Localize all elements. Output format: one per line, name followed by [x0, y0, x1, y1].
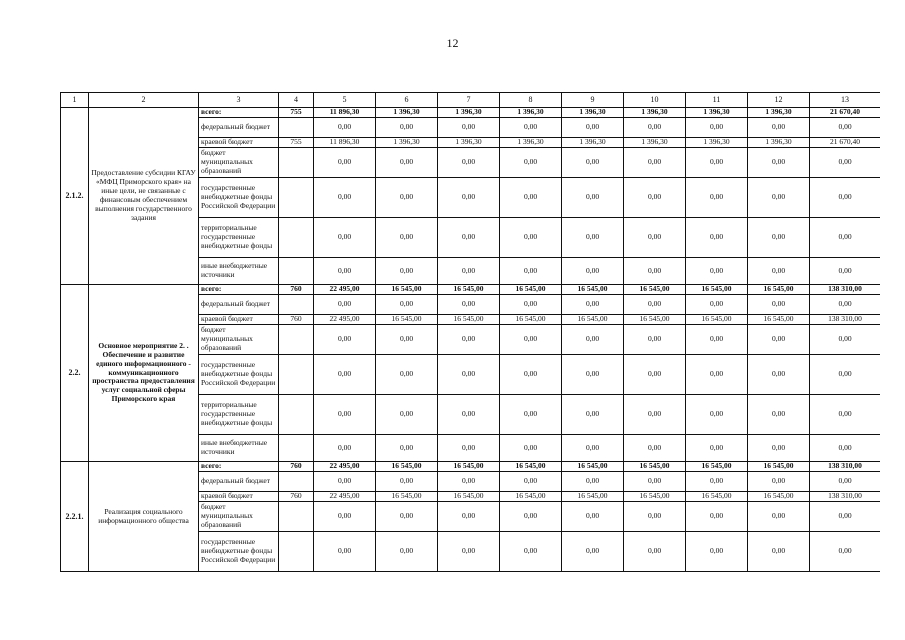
funding-source-label: краевой бюджет [199, 138, 279, 148]
amount-cell: 0,00 [438, 148, 500, 178]
amount-cell: 0,00 [500, 258, 562, 285]
amount-cell: 22 495,00 [314, 462, 376, 472]
amount-cell: 0,00 [562, 532, 624, 572]
amount-cell: 16 545,00 [686, 285, 748, 295]
amount-cell: 0,00 [376, 532, 438, 572]
amount-cell: 0,00 [624, 325, 686, 355]
amount-cell: 22 495,00 [314, 315, 376, 325]
budget-code-cell [279, 148, 314, 178]
amount-cell: 0,00 [376, 355, 438, 395]
amount-cell: 0,00 [810, 472, 881, 492]
amount-cell: 0,00 [500, 295, 562, 315]
amount-cell: 16 545,00 [748, 492, 810, 502]
amount-cell: 0,00 [438, 435, 500, 462]
amount-cell: 0,00 [748, 532, 810, 572]
amount-cell: 0,00 [624, 148, 686, 178]
funding-source-label: государственные внебюджетные фонды Российской Федерации [199, 178, 279, 218]
amount-cell: 138 310,00 [810, 285, 881, 295]
amount-cell: 0,00 [438, 472, 500, 492]
amount-cell: 0,00 [500, 178, 562, 218]
amount-cell: 16 545,00 [562, 492, 624, 502]
amount-cell: 0,00 [438, 295, 500, 315]
budget-table [60, 92, 880, 572]
amount-cell: 1 396,30 [376, 138, 438, 148]
funding-source-label: иные внебюджетные источники [199, 258, 279, 285]
amount-cell: 0,00 [624, 395, 686, 435]
amount-cell: 16 545,00 [438, 462, 500, 472]
amount-cell: 11 896,30 [314, 138, 376, 148]
amount-cell: 0,00 [686, 258, 748, 285]
funding-source-label: государственные внебюджетные фонды Российской Федерации [199, 355, 279, 395]
amount-cell: 0,00 [686, 532, 748, 572]
funding-source-label: всего: [199, 108, 279, 118]
amount-cell: 0,00 [562, 435, 624, 462]
budget-code-cell [279, 325, 314, 355]
header-cell: 13 [810, 93, 881, 108]
amount-cell: 0,00 [624, 355, 686, 395]
amount-cell: 0,00 [562, 295, 624, 315]
amount-cell: 0,00 [314, 532, 376, 572]
amount-cell: 0,00 [500, 325, 562, 355]
amount-cell: 0,00 [686, 148, 748, 178]
budget-code-cell [279, 502, 314, 532]
section-code: 2.2.1. [61, 462, 89, 572]
funding-source-label: федеральный бюджет [199, 472, 279, 492]
amount-cell: 21 670,40 [810, 138, 881, 148]
section-code: 2.1.2. [61, 108, 89, 285]
amount-cell: 16 545,00 [686, 492, 748, 502]
budget-table-container [60, 92, 880, 640]
budget-code-cell [279, 395, 314, 435]
amount-cell: 0,00 [562, 502, 624, 532]
amount-cell: 1 396,30 [562, 138, 624, 148]
amount-cell: 0,00 [314, 118, 376, 138]
amount-cell: 16 545,00 [686, 315, 748, 325]
amount-cell: 0,00 [748, 325, 810, 355]
amount-cell: 0,00 [376, 435, 438, 462]
amount-cell: 0,00 [686, 118, 748, 138]
funding-source-label: бюджет муниципальных образований [199, 148, 279, 178]
budget-code-cell: 755 [279, 138, 314, 148]
amount-cell: 0,00 [438, 258, 500, 285]
budget-code-cell: 760 [279, 462, 314, 472]
amount-cell: 0,00 [314, 325, 376, 355]
amount-cell: 16 545,00 [500, 315, 562, 325]
amount-cell: 0,00 [314, 355, 376, 395]
amount-cell: 0,00 [686, 355, 748, 395]
amount-cell: 0,00 [748, 258, 810, 285]
header-row [61, 93, 881, 108]
amount-cell: 0,00 [624, 472, 686, 492]
amount-cell: 0,00 [314, 472, 376, 492]
budget-code-cell [279, 532, 314, 572]
amount-cell: 0,00 [562, 118, 624, 138]
amount-cell: 16 545,00 [748, 315, 810, 325]
amount-cell: 0,00 [686, 472, 748, 492]
funding-source-label: иные внебюджетные источники [199, 435, 279, 462]
amount-cell: 16 545,00 [438, 285, 500, 295]
header-cell: 10 [624, 93, 686, 108]
funding-source-label: краевой бюджет [199, 492, 279, 502]
page-number: 12 [446, 36, 459, 50]
amount-cell: 0,00 [810, 355, 881, 395]
amount-cell: 0,00 [748, 502, 810, 532]
funding-source-label: всего: [199, 462, 279, 472]
amount-cell: 0,00 [748, 355, 810, 395]
amount-cell: 0,00 [810, 218, 881, 258]
amount-cell: 0,00 [314, 148, 376, 178]
amount-cell: 16 545,00 [562, 462, 624, 472]
amount-cell: 1 396,30 [562, 108, 624, 118]
funding-source-label: бюджет муниципальных образований [199, 325, 279, 355]
amount-cell: 0,00 [500, 218, 562, 258]
header-cell: 3 [199, 93, 279, 108]
amount-cell: 1 396,30 [376, 108, 438, 118]
budget-code-cell [279, 218, 314, 258]
amount-cell: 0,00 [810, 178, 881, 218]
funding-source-label: территориальные государственные внебюджетные фонды [199, 395, 279, 435]
amount-cell: 0,00 [686, 218, 748, 258]
amount-cell: 0,00 [438, 502, 500, 532]
header-cell: 12 [748, 93, 810, 108]
amount-cell: 16 545,00 [624, 492, 686, 502]
amount-cell: 16 545,00 [438, 315, 500, 325]
amount-cell: 11 896,30 [314, 108, 376, 118]
header-cell: 8 [500, 93, 562, 108]
section-title: Основное мероприятие 2. . Обеспечение и развитие единого информационного - коммуникационного пространства предоставления услуг социальной сферы Приморского края [89, 285, 199, 462]
amount-cell: 1 396,30 [748, 138, 810, 148]
funding-source-label: федеральный бюджет [199, 295, 279, 315]
amount-cell: 0,00 [438, 355, 500, 395]
amount-cell: 0,00 [500, 435, 562, 462]
funding-source-label: государственные внебюджетные фонды Российской Федерации [199, 532, 279, 572]
amount-cell: 0,00 [500, 532, 562, 572]
amount-cell: 0,00 [686, 178, 748, 218]
amount-cell: 16 545,00 [376, 285, 438, 295]
amount-cell: 0,00 [624, 118, 686, 138]
amount-cell: 0,00 [376, 178, 438, 218]
amount-cell: 138 310,00 [810, 315, 881, 325]
funding-source-label: федеральный бюджет [199, 118, 279, 138]
amount-cell: 0,00 [500, 472, 562, 492]
amount-cell: 0,00 [686, 325, 748, 355]
amount-cell: 0,00 [562, 355, 624, 395]
amount-cell: 0,00 [624, 295, 686, 315]
amount-cell: 16 545,00 [624, 285, 686, 295]
amount-cell: 16 545,00 [500, 492, 562, 502]
amount-cell: 0,00 [562, 178, 624, 218]
budget-code-cell [279, 355, 314, 395]
amount-cell: 0,00 [810, 435, 881, 462]
budget-code-cell [279, 178, 314, 218]
amount-cell: 0,00 [376, 472, 438, 492]
budget-code-cell: 755 [279, 108, 314, 118]
funding-source-label: всего: [199, 285, 279, 295]
section-title: Предоставление субсидии КГАУ «МФЦ Приморского края» на иные цели, не связанные с финансовым обеспечением выполнения государственного задания [89, 108, 199, 285]
budget-code-cell: 760 [279, 315, 314, 325]
budget-code-cell [279, 435, 314, 462]
header-cell: 11 [686, 93, 748, 108]
amount-cell: 0,00 [376, 502, 438, 532]
amount-cell: 0,00 [748, 472, 810, 492]
amount-cell: 0,00 [314, 178, 376, 218]
amount-cell: 0,00 [376, 295, 438, 315]
budget-code-cell [279, 118, 314, 138]
amount-cell: 0,00 [748, 178, 810, 218]
table-row [61, 285, 881, 295]
amount-cell: 0,00 [314, 435, 376, 462]
budget-code-cell [279, 295, 314, 315]
amount-cell: 16 545,00 [686, 462, 748, 472]
amount-cell: 16 545,00 [748, 285, 810, 295]
funding-source-label: краевой бюджет [199, 315, 279, 325]
amount-cell: 16 545,00 [562, 285, 624, 295]
amount-cell: 0,00 [748, 295, 810, 315]
amount-cell: 0,00 [562, 472, 624, 492]
amount-cell: 0,00 [562, 148, 624, 178]
budget-code-cell: 760 [279, 492, 314, 502]
amount-cell: 0,00 [500, 355, 562, 395]
amount-cell: 0,00 [624, 435, 686, 462]
amount-cell: 16 545,00 [748, 462, 810, 472]
amount-cell: 0,00 [686, 502, 748, 532]
section-title: Реализация социального информационного общества [89, 462, 199, 572]
amount-cell: 1 396,30 [500, 108, 562, 118]
amount-cell: 1 396,30 [748, 108, 810, 118]
amount-cell: 0,00 [376, 148, 438, 178]
amount-cell: 1 396,30 [438, 108, 500, 118]
amount-cell: 0,00 [810, 395, 881, 435]
amount-cell: 0,00 [376, 218, 438, 258]
amount-cell: 16 545,00 [500, 462, 562, 472]
amount-cell: 0,00 [314, 218, 376, 258]
amount-cell: 0,00 [748, 435, 810, 462]
header-cell: 7 [438, 93, 500, 108]
header-cell: 6 [376, 93, 438, 108]
funding-source-label: бюджет муниципальных образований [199, 502, 279, 532]
amount-cell: 0,00 [376, 395, 438, 435]
budget-code-cell [279, 472, 314, 492]
amount-cell: 138 310,00 [810, 492, 881, 502]
amount-cell: 0,00 [438, 218, 500, 258]
amount-cell: 1 396,30 [624, 108, 686, 118]
amount-cell: 0,00 [810, 258, 881, 285]
amount-cell: 0,00 [624, 258, 686, 285]
table-row [61, 108, 881, 118]
amount-cell: 0,00 [376, 118, 438, 138]
amount-cell: 0,00 [686, 395, 748, 435]
amount-cell: 0,00 [314, 295, 376, 315]
amount-cell: 0,00 [500, 148, 562, 178]
amount-cell: 0,00 [500, 118, 562, 138]
budget-code-cell: 760 [279, 285, 314, 295]
amount-cell: 0,00 [500, 395, 562, 435]
amount-cell: 138 310,00 [810, 462, 881, 472]
amount-cell: 16 545,00 [500, 285, 562, 295]
amount-cell: 0,00 [314, 502, 376, 532]
section-code: 2.2. [61, 285, 89, 462]
amount-cell: 0,00 [748, 118, 810, 138]
amount-cell: 0,00 [748, 148, 810, 178]
header-cell: 1 [61, 93, 89, 108]
amount-cell: 0,00 [810, 148, 881, 178]
amount-cell: 16 545,00 [624, 315, 686, 325]
amount-cell: 0,00 [562, 325, 624, 355]
amount-cell: 0,00 [748, 218, 810, 258]
amount-cell: 0,00 [562, 218, 624, 258]
amount-cell: 0,00 [438, 178, 500, 218]
amount-cell: 1 396,30 [624, 138, 686, 148]
budget-code-cell [279, 258, 314, 285]
amount-cell: 0,00 [810, 502, 881, 532]
amount-cell: 0,00 [624, 178, 686, 218]
amount-cell: 0,00 [314, 258, 376, 285]
amount-cell: 1 396,30 [500, 138, 562, 148]
amount-cell: 16 545,00 [562, 315, 624, 325]
amount-cell: 0,00 [376, 325, 438, 355]
amount-cell: 0,00 [810, 532, 881, 572]
amount-cell: 0,00 [438, 325, 500, 355]
funding-source-label: территориальные государственные внебюджетные фонды [199, 218, 279, 258]
amount-cell: 0,00 [686, 295, 748, 315]
amount-cell: 16 545,00 [376, 315, 438, 325]
amount-cell: 0,00 [624, 502, 686, 532]
amount-cell: 22 495,00 [314, 285, 376, 295]
amount-cell: 0,00 [810, 118, 881, 138]
amount-cell: 21 670,40 [810, 108, 881, 118]
header-cell: 4 [279, 93, 314, 108]
amount-cell: 1 396,30 [686, 138, 748, 148]
amount-cell: 0,00 [562, 395, 624, 435]
amount-cell: 0,00 [438, 395, 500, 435]
amount-cell: 0,00 [438, 532, 500, 572]
amount-cell: 22 495,00 [314, 492, 376, 502]
amount-cell: 0,00 [624, 532, 686, 572]
amount-cell: 0,00 [810, 325, 881, 355]
header-cell: 2 [89, 93, 199, 108]
amount-cell: 16 545,00 [376, 492, 438, 502]
amount-cell: 0,00 [810, 295, 881, 315]
header-cell: 5 [314, 93, 376, 108]
amount-cell: 0,00 [500, 502, 562, 532]
amount-cell: 16 545,00 [376, 462, 438, 472]
amount-cell: 16 545,00 [624, 462, 686, 472]
table-row [61, 462, 881, 472]
amount-cell: 1 396,30 [686, 108, 748, 118]
amount-cell: 0,00 [438, 118, 500, 138]
amount-cell: 0,00 [314, 395, 376, 435]
amount-cell: 0,00 [562, 258, 624, 285]
amount-cell: 0,00 [748, 395, 810, 435]
amount-cell: 1 396,30 [438, 138, 500, 148]
amount-cell: 16 545,00 [438, 492, 500, 502]
amount-cell: 0,00 [376, 258, 438, 285]
header-cell: 9 [562, 93, 624, 108]
amount-cell: 0,00 [624, 218, 686, 258]
amount-cell: 0,00 [686, 435, 748, 462]
